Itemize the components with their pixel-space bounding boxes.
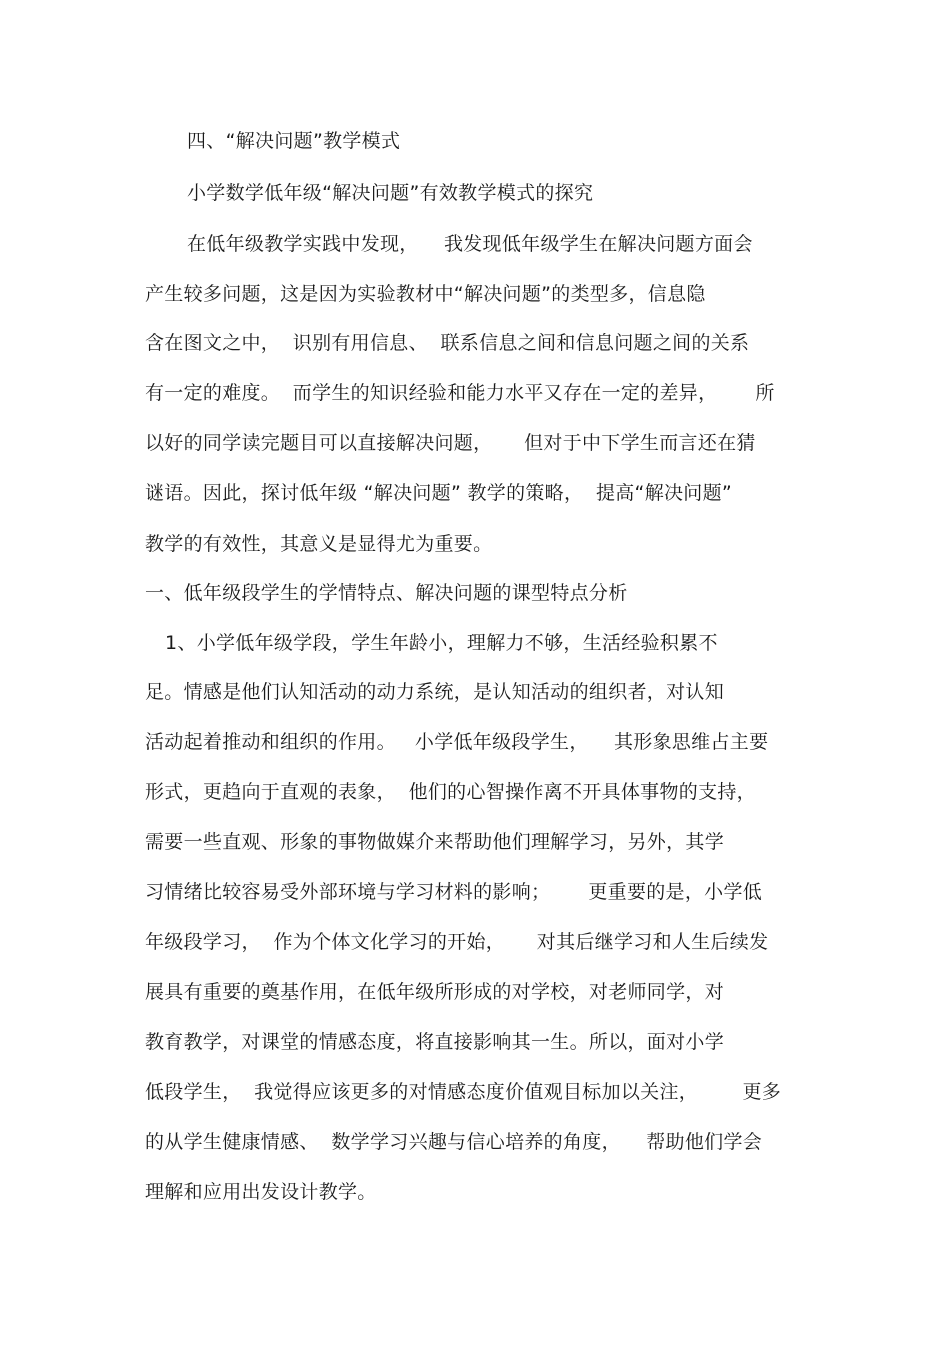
- paragraph-line: 活动起着推动和组织的作用。 小学低年级段学生， 其形象思维占主要: [145, 731, 769, 753]
- paragraph-line: 教学的有效性，其意义是显得尤为重要。: [145, 533, 493, 555]
- paragraph-line: 产生较多问题，这是因为实验教材中“解决问题”的类型多，信息隐: [145, 283, 706, 305]
- paragraph-line: 年级段学习， 作为个体文化学习的开始， 对其后继学习和人生后续发: [145, 931, 769, 953]
- paragraph-line: 低段学生， 我觉得应该更多的对情感态度价值观目标加以关注， 更多: [145, 1081, 782, 1103]
- paragraph-line: 形式，更趋向于直观的表象， 他们的心智操作离不开具体事物的支持，: [145, 781, 756, 803]
- paragraph-line: 在低年级教学实践中发现， 我发现低年级学生在解决问题方面会: [187, 233, 753, 255]
- paragraph-line: 含在图文之中， 识别有用信息、 联系信息之间和信息问题之间的关系: [145, 332, 750, 354]
- paragraph-line: 有一定的难度。 而学生的知识经验和能力水平又存在一定的差异， 所: [145, 382, 775, 404]
- paragraph-line: 1、小学低年级学段，学生年龄小，理解力不够，生活经验积累不: [165, 632, 718, 654]
- paragraph-line: 理解和应用出发设计教学。: [145, 1181, 377, 1203]
- paragraph-line: 足。情感是他们认知活动的动力系统，是认知活动的组织者，对认知: [145, 681, 725, 703]
- article-title: 小学数学低年级“解决问题”有效教学模式的探究: [187, 182, 594, 204]
- section-heading-one: 一、低年级段学生的学情特点、解决问题的课型特点分析: [145, 582, 628, 604]
- paragraph-line: 教育教学，对课堂的情感态度，将直接影响其一生。所以，面对小学: [145, 1031, 725, 1053]
- paragraph-line: 习情绪比较容易受外部环境与学习材料的影响； 更重要的是，小学低: [145, 881, 763, 903]
- section-heading-four: 四、“解决问题”教学模式: [187, 130, 401, 152]
- paragraph-line: 谜语。因此，探讨低年级 “解决问题” 教学的策略， 提高“解决问题”: [145, 482, 733, 504]
- paragraph-line: 的从学生健康情感、 数学学习兴趣与信心培养的角度， 帮助他们学会: [145, 1131, 763, 1153]
- paragraph-line: 展具有重要的奠基作用，在低年级所形成的对学校，对老师同学，对: [145, 981, 725, 1003]
- paragraph-line: 以好的同学读完题目可以直接解决问题， 但对于中下学生而言还在猜: [145, 432, 756, 454]
- paragraph-line: 需要一些直观、形象的事物做媒介来帮助他们理解学习，另外，其学: [145, 831, 725, 853]
